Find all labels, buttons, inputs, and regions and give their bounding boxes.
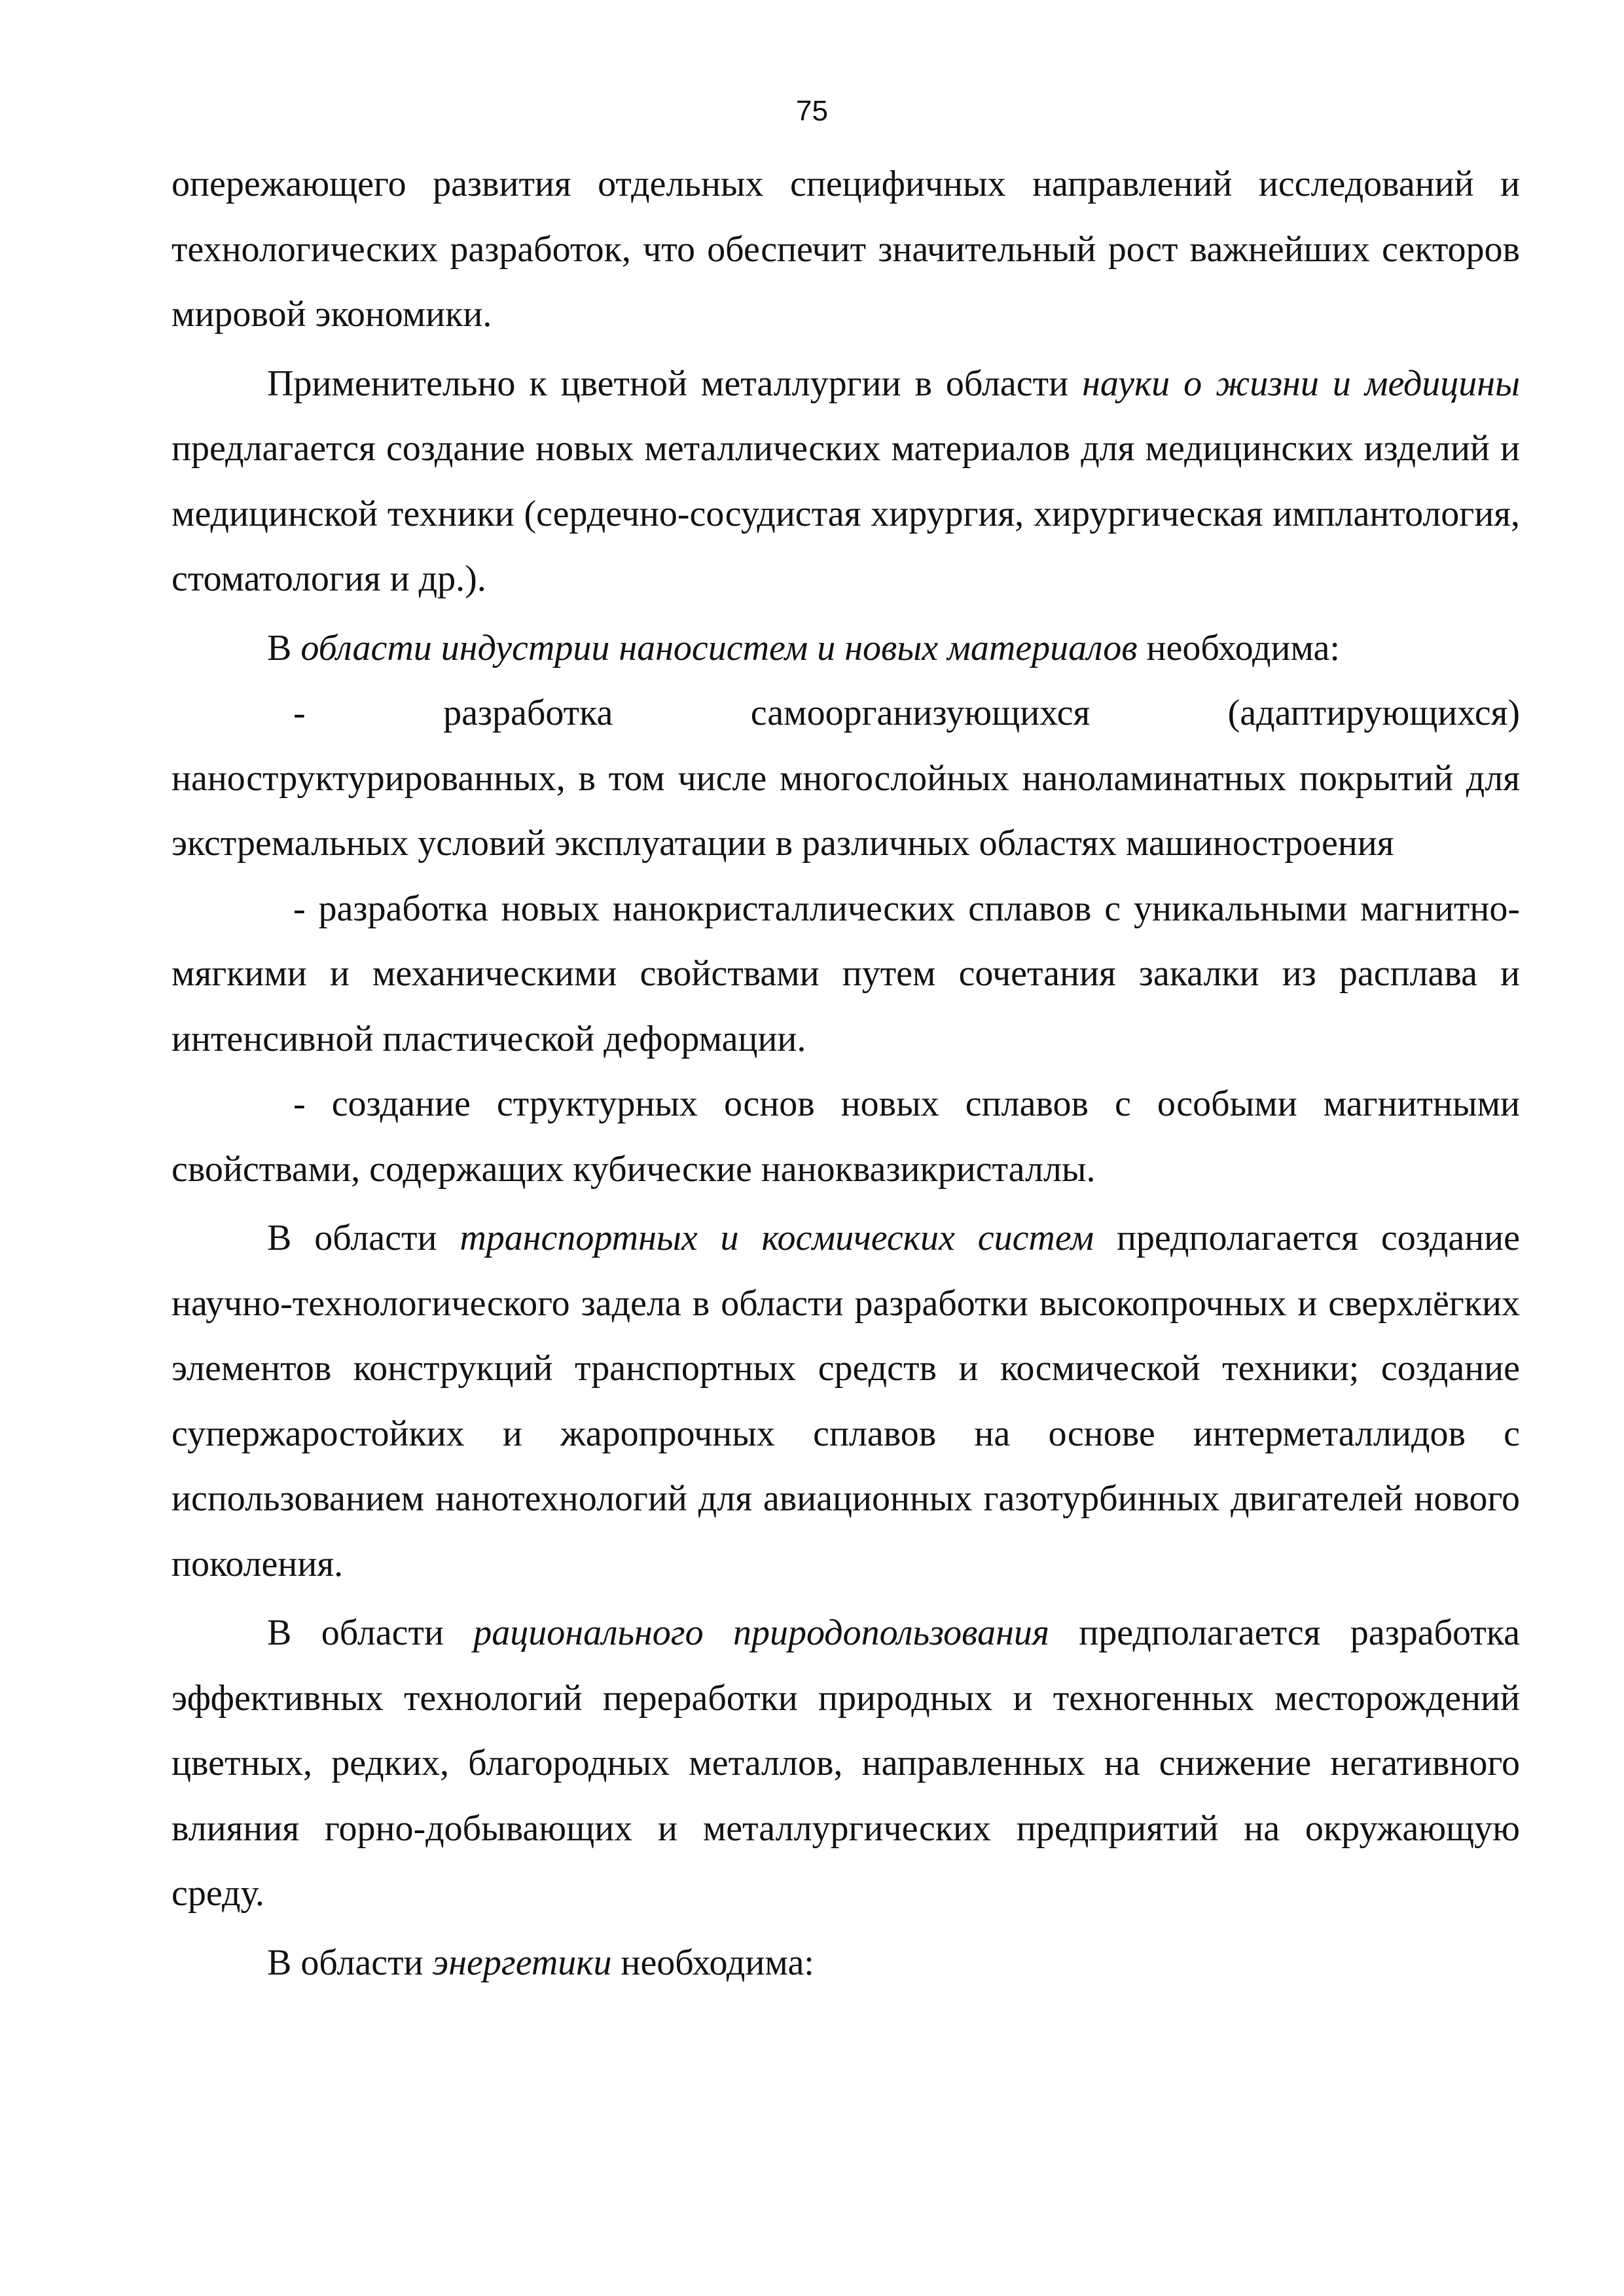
list-item-coatings — [171, 681, 1520, 877]
emphasis-text: рационального природопользования — [473, 1613, 1049, 1653]
emphasis-text: энергетики — [432, 1942, 612, 1983]
emphasis-text: транспортных и космических систем — [460, 1218, 1094, 1258]
paragraph-energy — [171, 1931, 1520, 1996]
text-run: - разработка новых нанокристаллических сплавов с уникальными магнитно-мягкими и механическими свойствами путем сочетания закалки из расплава и интенсивной пластической деформации. — [171, 888, 1520, 1059]
text-run: предлагается создание новых металлических материалов для медицинских изделий и медицинской техники (сердечно-сосудистая хирургия, хирургическая имплантология, стоматология и др.). — [171, 428, 1520, 599]
text-run: предполагается создание научно-технологического задела в области разработки высокопрочных и сверхлёгких элементов конструкций транспортных средств и космической техники; создание супержаростойких и жаропрочных сплавов на основе интерметаллидов с использованием нанотехнологий для авиационных газотурбинных двигателей нового поколения. — [171, 1218, 1521, 1584]
text-run: - разработка самоорганизующихся (адаптирующихся) наноструктурированных, в том числе многослойных наноламинатных покрытий для экстремальных условий эксплуатации в различных областях машиностроения — [171, 693, 1520, 864]
paragraph-nature-management — [171, 1601, 1520, 1927]
text-run: предполагается разработка эффективных технологий переработки природных и техногенных месторождений цветных, редких, благородных металлов, направленных на снижение негативного влияния горно-добывающих и металлургических предприятий на окружающую среду. — [171, 1613, 1521, 1914]
page-number: 75 — [796, 95, 828, 127]
text-run: необходима: — [611, 1942, 814, 1983]
text-run: - создание структурных основ новых сплавов с особыми магнитными свойствами, содержащих кубические наноквазикристаллы. — [171, 1084, 1520, 1190]
paragraph-nanosystems-intro — [171, 616, 1520, 682]
list-item-nanocrystalline-alloys — [171, 877, 1520, 1072]
text-run: Применительно к цветной металлургии в области — [267, 363, 1083, 404]
text-run: опережающего развития отдельных специфичных направлений исследований и технологических разработок, что обеспечит значительный рост важнейших секторов мировой экономики. — [171, 164, 1520, 335]
paragraph-life-sciences — [171, 352, 1520, 612]
paragraph-continuation — [171, 152, 1520, 348]
list-item-quasicrystals — [171, 1072, 1520, 1202]
text-run: В области — [267, 1613, 474, 1653]
body-text — [171, 152, 1520, 1995]
text-run: В — [267, 627, 301, 668]
text-run: В области — [267, 1218, 460, 1258]
text-run: В области — [267, 1942, 433, 1983]
emphasis-text: науки о жизни и медицины — [1082, 363, 1521, 404]
emphasis-text: области индустрии наносистем и новых материалов — [300, 627, 1138, 668]
paragraph-transport-space — [171, 1206, 1520, 1597]
text-run: необходима: — [1137, 627, 1340, 668]
